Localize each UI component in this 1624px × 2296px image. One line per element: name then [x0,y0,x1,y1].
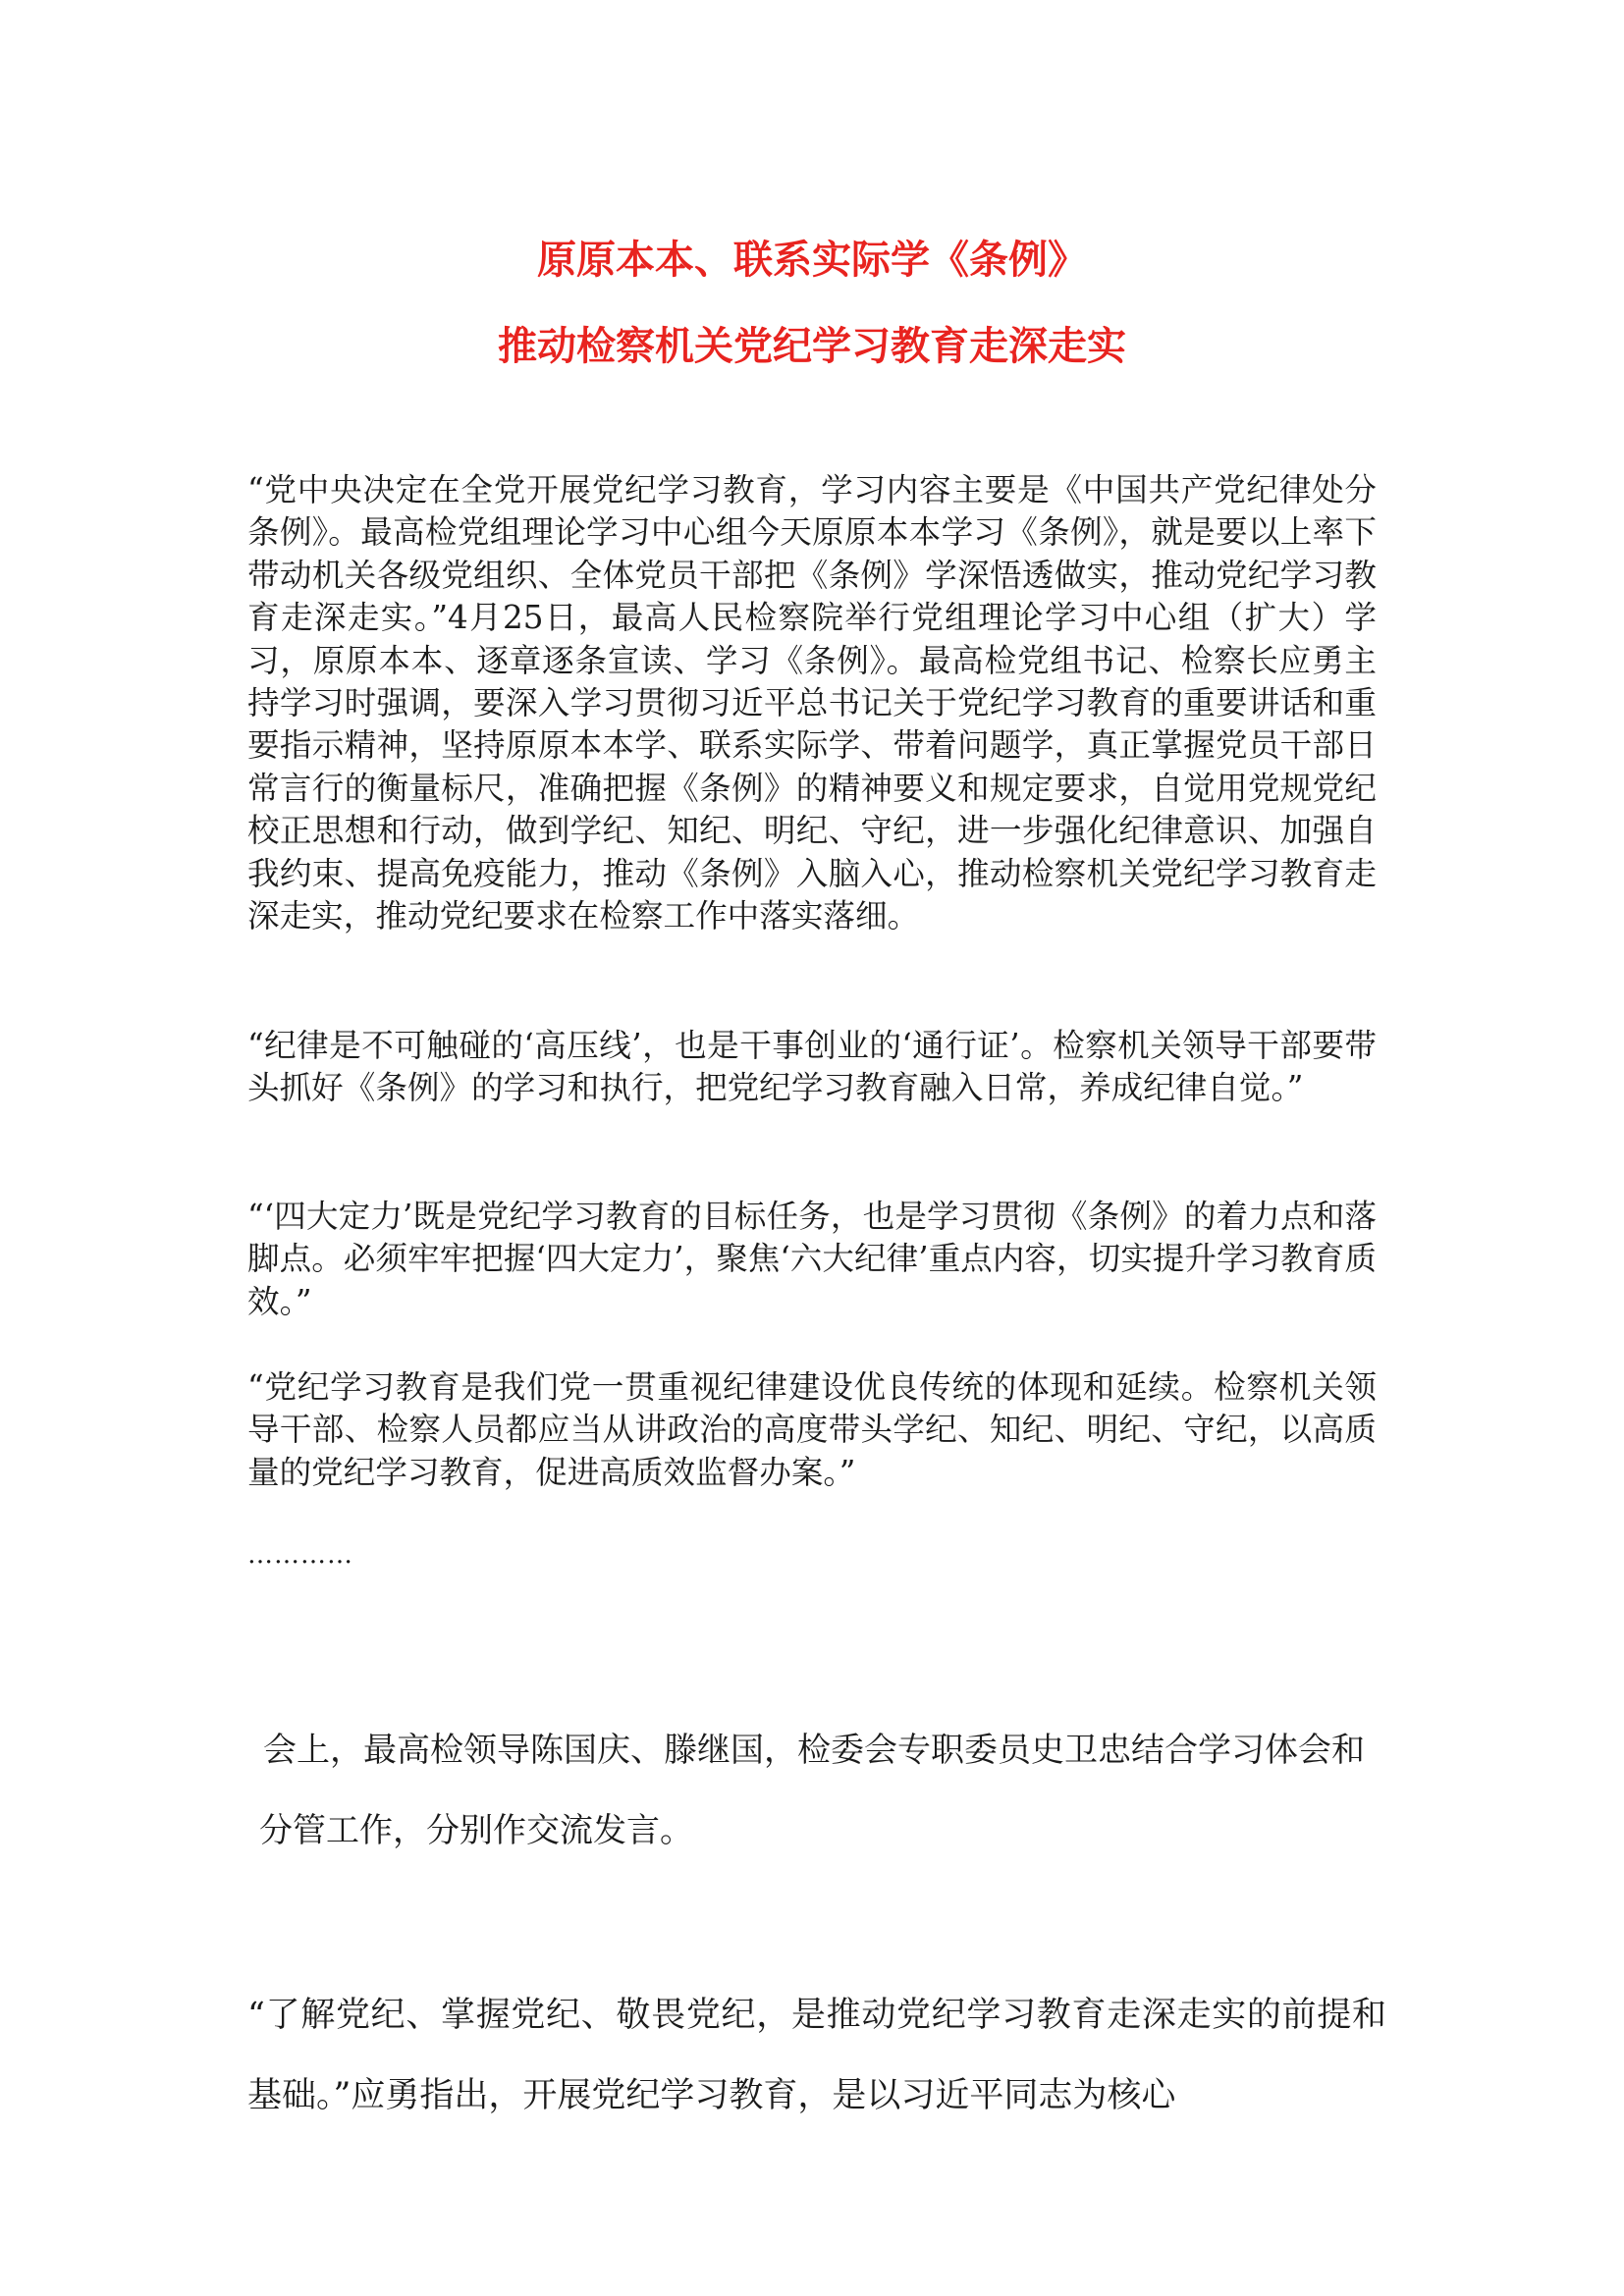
document-title-line1: 原原本本、联系实际学《条例》 [537,238,1087,283]
ellipsis-separator: ………… [247,1540,353,1570]
paragraph-intro: “党中央决定在全党开展党纪学习教育，学习内容主要是《中国共产党纪律处分条例》。最高检党组理论学习中心组今天原原本本学习《条例》，就是要以上率下带动机关各级党组织、全体党员干部把《条例》学深悟透做实，推动党纪学习教育走深走实。”4月25日，最高人民检察院举行党组理论学习中心组（扩大）学习，原原本本、逐章逐条宣读、学习《条例》。最高检党组书记、检察长应勇主持学习时强调，要深入学习贯彻习近平总书记关于党纪学习教育的重要讲话和重要指示精神，坚持原原本本学、联系实际学、带着问题学，真正掌握党员干部日常言行的衡量标尺，准确把握《条例》的精神要义和规定要求，自觉用党规党纪校正思想和行动，做到学纪、知纪、明纪、守纪，进一步强化纪律意识、加强自我约束、提高免疫能力，推动《条例》入脑入心，推动检察机关党纪学习教育走深走实，推动党纪要求在检察工作中落实落细。 [247,471,1377,935]
document-title-line2: 推动检察机关党纪学习教育走深走实 [498,324,1126,369]
paragraph-closing: “了解党纪、掌握党纪、敬畏党纪，是推动党纪学习教育走深走实的前提和基础。”应勇指出，开展党纪学习教育，是以习近平同志为核心 [247,1996,1386,2115]
paragraph-quote-tradition: “党纪学习教育是我们党一贯重视纪律建设优良传统的体现和延续。检察机关领导干部、检察人员都应当从讲政治的高度带头学纪、知纪、明纪、守纪，以高质量的党纪学习教育，促进高质效监督办案。” [247,1368,1377,1491]
paragraph-meeting: 会上，最高检领导陈国庆、滕继国，检委会专职委员史卫忠结合学习体会和分管工作，分别作交流发言。 [259,1731,1365,1850]
paragraph-quote-discipline: “纪律是不可触碰的‘高压线’，也是干事创业的‘通行证’。检察机关领导干部要带头抓好《条例》的学习和执行，把党纪学习教育融入日常，养成纪律自觉。” [247,1027,1377,1107]
paragraph-quote-four-forces: “‘四大定力’既是党纪学习教育的目标任务，也是学习贯彻《条例》的着力点和落脚点。必须牢牢把握‘四大定力’，聚焦‘六大纪律’重点内容，切实提升学习教育质效。” [247,1198,1377,1320]
